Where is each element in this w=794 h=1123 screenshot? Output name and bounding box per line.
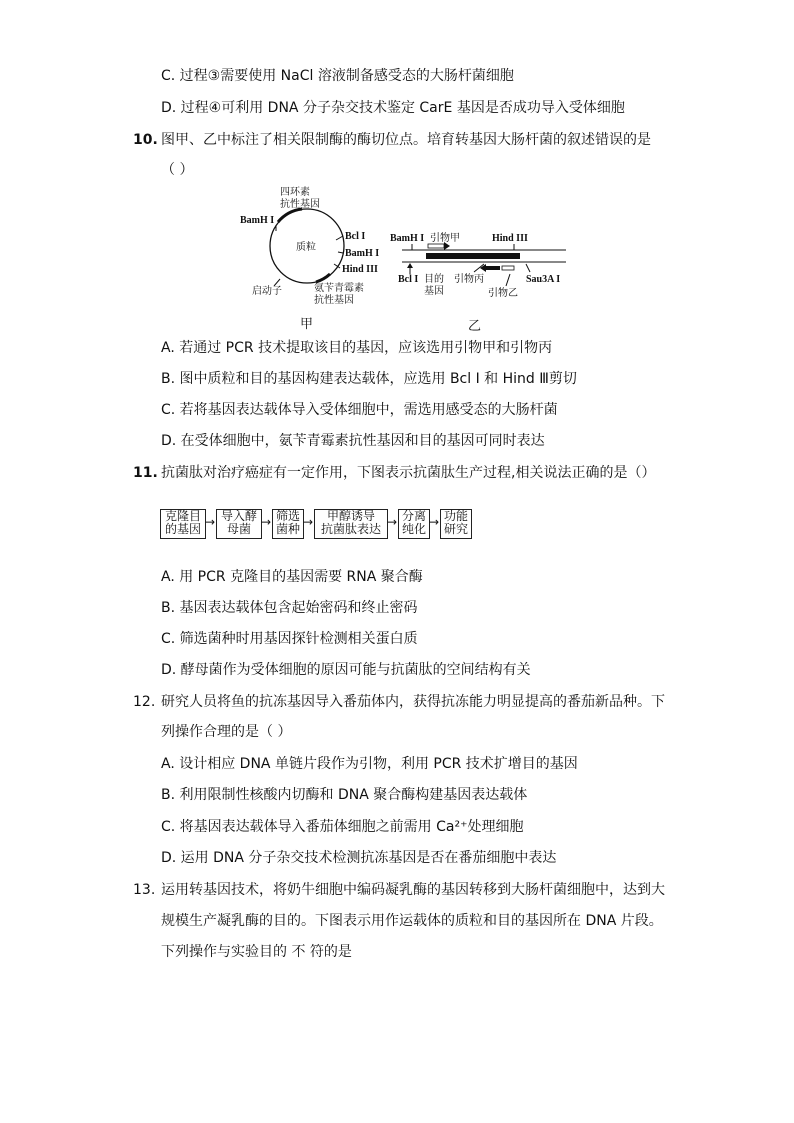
flow-step-1-line1: 克隆目 (164, 509, 201, 523)
target-label-1: 目的 (424, 274, 444, 285)
flow-step-1-line2: 的基因 (164, 522, 201, 536)
flow-step-4-line2: 抗菌肽表达 (320, 522, 381, 536)
primer-c-arrow (486, 266, 500, 270)
q11-number: 11. (133, 465, 158, 481)
q10-stem-line2: （ ） (161, 162, 194, 178)
flow-step-6-line2: 研究 (443, 522, 468, 536)
tet-label-1: 四环素 (280, 187, 310, 198)
amp-label-2: 抗性基因 (314, 295, 354, 306)
q13-stem-line3: 下列操作与实验目的 不 符的是 (161, 944, 352, 960)
q12-number: 12. (133, 694, 156, 710)
primer-b-label: 引物乙 (488, 288, 518, 299)
q12-option-a: A. 设计相应 DNA 单链片段作为引物，利用 PCR 技术扩增目的基因 (161, 756, 578, 772)
sau-label: Sau3A I (526, 274, 561, 285)
q11-option-a: A. 用 PCR 克隆目的基因需要 RNA 聚合酶 (161, 569, 423, 585)
bamh-left-label: BamH I (240, 215, 275, 226)
q12-option-b: B. 利用限制性核酸内切酶和 DNA 聚合酶构建基因表达载体 (161, 787, 528, 803)
flow-step-1 (160, 509, 206, 539)
primer-c-label: 引物丙 (454, 274, 484, 285)
target-gene-segment (426, 253, 520, 259)
bcl-yi-label: Bcl I (398, 274, 419, 285)
q10-number: 10. (133, 132, 158, 148)
q13-number: 13. (133, 882, 156, 898)
q13-stem-line2: 规模生产凝乳酶的目的。下图表示用作运载体的质粒和目的基因所在 DNA 片段。 (161, 913, 663, 929)
target-label-2: 基因 (424, 286, 444, 297)
bamh-yi-label: BamH I (390, 233, 425, 244)
flow-arrow-icon: → (303, 515, 314, 529)
flow-step-3 (272, 509, 304, 539)
bamh-right-label: BamH I (345, 248, 380, 259)
q11-option-d: D. 酵母菌作为受体细胞的原因可能与抗菌肽的空间结构有关 (161, 662, 531, 678)
amp-label-1: 氨苄青霉素 (314, 283, 364, 294)
flow-step-2 (216, 509, 262, 539)
promoter-label: 启动子 (252, 286, 282, 297)
q9-option-d: D. 过程④可利用 DNA 分子杂交技术鉴定 CarE 基因是否成功导入受体细胞 (161, 100, 625, 116)
primer-b-arrow (502, 266, 514, 270)
flow-step-2-line2: 母菌 (226, 522, 251, 536)
flow-arrow-icon: → (261, 515, 272, 529)
q12-stem-line1: 研究人员将鱼的抗冻基因导入番茄体内，获得抗冻能力明显提高的番茄新品种。下 (161, 694, 665, 710)
flow-step-3-line2: 菌种 (275, 522, 300, 536)
flow-step-5-line1: 分离 (401, 509, 426, 523)
q12-option-d: D. 运用 DNA 分子杂交技术检测抗冻基因是否在番茄细胞中表达 (161, 850, 557, 866)
tet-label-2: 抗性基因 (280, 199, 320, 210)
flow-step-4-line1: 甲醇诱导 (326, 509, 375, 523)
flow-arrow-icon: → (429, 515, 440, 529)
primer-a-label: 引物甲 (430, 233, 460, 244)
flow-step-6 (440, 509, 472, 539)
flow-step-4 (314, 509, 388, 539)
flow-step-3-line1: 筛选 (275, 509, 300, 523)
caption-yi: 乙 (468, 318, 482, 333)
bcl-label: Bcl I (345, 231, 366, 242)
flow-arrow-icon: → (205, 515, 216, 529)
primer-a-arrow (428, 244, 444, 248)
plasmid-label: 质粒 (296, 242, 316, 253)
q10-stem-line1: 图甲、乙中标注了相关限制酶的酶切位点。培育转基因大肠杆菌的叙述错误的是 (161, 132, 651, 148)
q10-option-d: D. 在受体细胞中，氨苄青霉素抗性基因和目的基因可同时表达 (161, 433, 545, 449)
q11-option-c: C. 筛选菌种时用基因探针检测相关蛋白质 (161, 631, 418, 647)
caption-jia: 甲 (300, 316, 314, 331)
flow-step-6-line1: 功能 (443, 509, 468, 523)
q12-stem-line2: 列操作合理的是（ ） (161, 724, 292, 740)
flow-arrow-icon: → (387, 515, 398, 529)
q10-figure (230, 184, 570, 336)
q11-stem: 抗菌肽对治疗癌症有一定作用，下图表示抗菌肽生产过程,相关说法正确的是（） (161, 465, 656, 481)
q11-option-b: B. 基因表达载体包含起始密码和终止密码 (161, 600, 418, 616)
flow-step-5-line2: 纯化 (401, 522, 426, 536)
q10-option-b: B. 图中质粒和目的基因构建表达载体，应选用 Bcl I 和 Hind Ⅲ剪切 (161, 371, 577, 387)
tet-gene-arc (278, 209, 302, 222)
q9-option-c: C. 过程③需要使用 NaCl 溶液制备感受态的大肠杆菌细胞 (161, 68, 514, 84)
q12-option-c: C. 将基因表达载体导入番茄体细胞之前需用 Ca²⁺处理细胞 (161, 819, 524, 835)
q10-option-c: C. 若将基因表达载体导入受体细胞中，需选用感受态的大肠杆菌 (161, 402, 558, 418)
hind-jia-label: Hind III (342, 264, 378, 275)
q10-option-a: A. 若通过 PCR 技术提取该目的基因，应该选用引物甲和引物丙 (161, 340, 553, 356)
flow-step-5 (398, 509, 430, 539)
amp-gene-arc (316, 274, 330, 282)
flow-step-2-line1: 导入酵 (220, 509, 257, 523)
q13-stem-line1: 运用转基因技术，将奶牛细胞中编码凝乳酶的基因转移到大肠杆菌细胞中，达到大 (161, 882, 665, 898)
hind-yi-label: Hind III (492, 233, 528, 244)
